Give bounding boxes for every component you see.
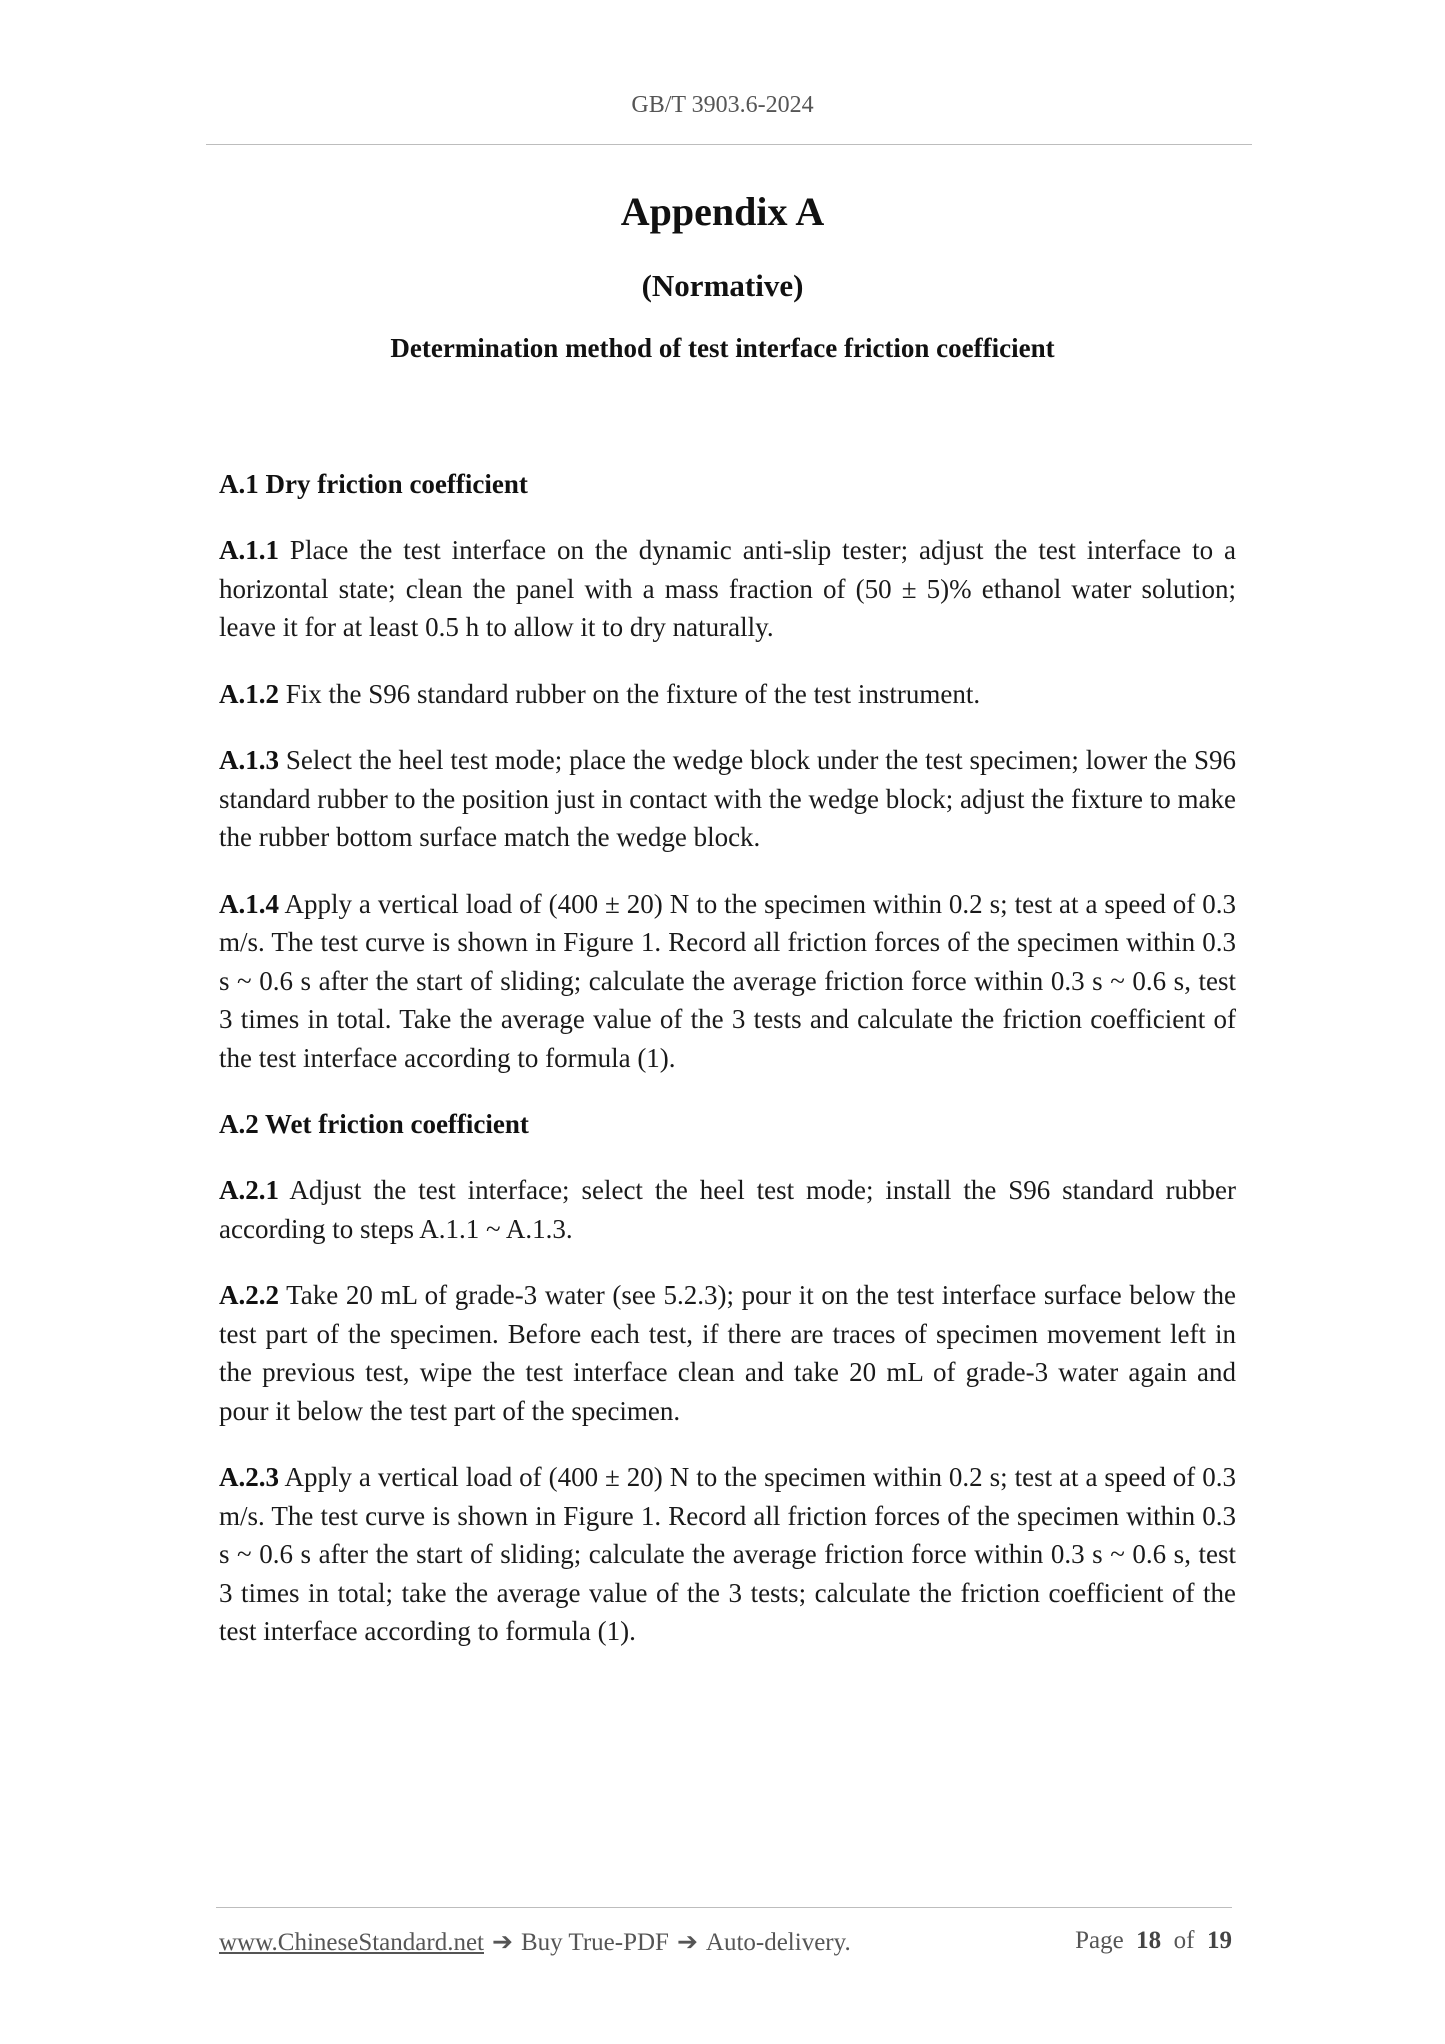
clause-text: Select the heel test mode; place the wedge block under the test specimen; lower the S96 standard rubber to the position just in contact with the wedge block; adjust the fixture to make the rubber bottom surface match the wedge block. <box>219 745 1236 852</box>
document-body <box>219 465 1236 1679</box>
running-header: GB/T 3903.6-2024 <box>631 92 814 118</box>
page-label: Page <box>1075 1927 1124 1954</box>
clause-text: Take 20 mL of grade-3 water (see 5.2.3); pour it on the test interface surface below the test part of the specimen. Before each test, if there are traces of specimen movement left in the previous test, wipe the test interface clean and take 20 mL of grade-3 water again and pour it below the test part of the specimen. <box>219 1280 1236 1426</box>
clause-number: A.1.4 <box>219 888 279 919</box>
appendix-title: Appendix A <box>620 189 825 234</box>
page-footer <box>219 1927 1232 1957</box>
clause-number: A.2.2 <box>219 1280 279 1310</box>
page-current: 18 <box>1136 1927 1162 1954</box>
section-heading-a2: A.2 Wet friction coefficient <box>219 1109 529 1139</box>
clause-text: Fix the S96 standard rubber on the fixture of the test instrument. <box>279 678 981 709</box>
arrow-right-icon: ➔ <box>492 1929 513 1956</box>
clause-text: Apply a vertical load of (400 ± 20) N to the specimen within 0.2 s; test at a speed of 0.3 m/s. The test curve is shown in Figure 1. Record all friction forces of the specimen within 0.3 s ~ 0.6 s after the start of sliding; calculate the average friction force within 0.3 s ~ 0.6 s, test 3 times in total. Take the average value of the 3 tests and calculate the friction coefficient of the test interface according to formula (1). <box>219 888 1236 1073</box>
clause-text: Apply a vertical load of (400 ± 20) N to the specimen within 0.2 s; test at a speed of 0.3 m/s. The test curve is shown in Figure 1. Record all friction forces of the specimen within 0.3 s ~ 0.6 s after the start of sliding; calculate the average friction force within 0.3 s ~ 0.6 s, test 3 times in total; take the average value of the 3 tests; calculate the friction coefficient of the test interface according to formula (1). <box>219 1462 1236 1646</box>
page-total: 19 <box>1207 1927 1232 1954</box>
clause-number: A.2.3 <box>219 1462 279 1492</box>
header-divider <box>206 144 1252 145</box>
clause-text: Place the test interface on the dynamic anti-slip tester; adjust the test interface to a horizontal state; clean the panel with a mass fraction of (50 ± 5)% ethanol water solution; leave it for at least 0.5 h to allow it to dry naturally. <box>219 535 1236 642</box>
clause-number: A.1.1 <box>219 535 279 565</box>
clause-number: A.2.1 <box>219 1175 279 1205</box>
appendix-subtitle: (Normative) <box>641 268 804 303</box>
clause-a-1-4 <box>219 885 1236 1078</box>
delivery-text: Auto-delivery. <box>705 1929 851 1956</box>
footer-promo <box>219 1927 851 1957</box>
clause-a-1-2 <box>219 675 1236 714</box>
site-link[interactable]: www.ChineseStandard.net <box>219 1929 484 1956</box>
section-heading-a1: A.1 Dry friction coefficient <box>219 469 528 499</box>
buy-text: Buy True-PDF <box>520 1929 669 1956</box>
clause-number: A.1.2 <box>219 678 279 709</box>
clause-a-1-3 <box>219 741 1236 857</box>
clause-a-2-2 <box>219 1276 1236 1430</box>
clause-number: A.1.3 <box>219 745 279 775</box>
page-number <box>1075 1927 1232 1957</box>
clause-text: Adjust the test interface; select the heel test mode; install the S96 standard rubber according to steps A.1.1 ~ A.1.3. <box>219 1175 1236 1244</box>
footer-divider <box>216 1907 1232 1908</box>
clause-a-1-1 <box>219 531 1236 647</box>
appendix-heading: Determination method of test interface friction coefficient <box>390 333 1055 363</box>
clause-a-2-1 <box>219 1171 1236 1248</box>
arrow-right-icon: ➔ <box>676 1929 698 1956</box>
clause-a-2-3 <box>219 1458 1236 1651</box>
page-of: of <box>1173 1927 1195 1954</box>
